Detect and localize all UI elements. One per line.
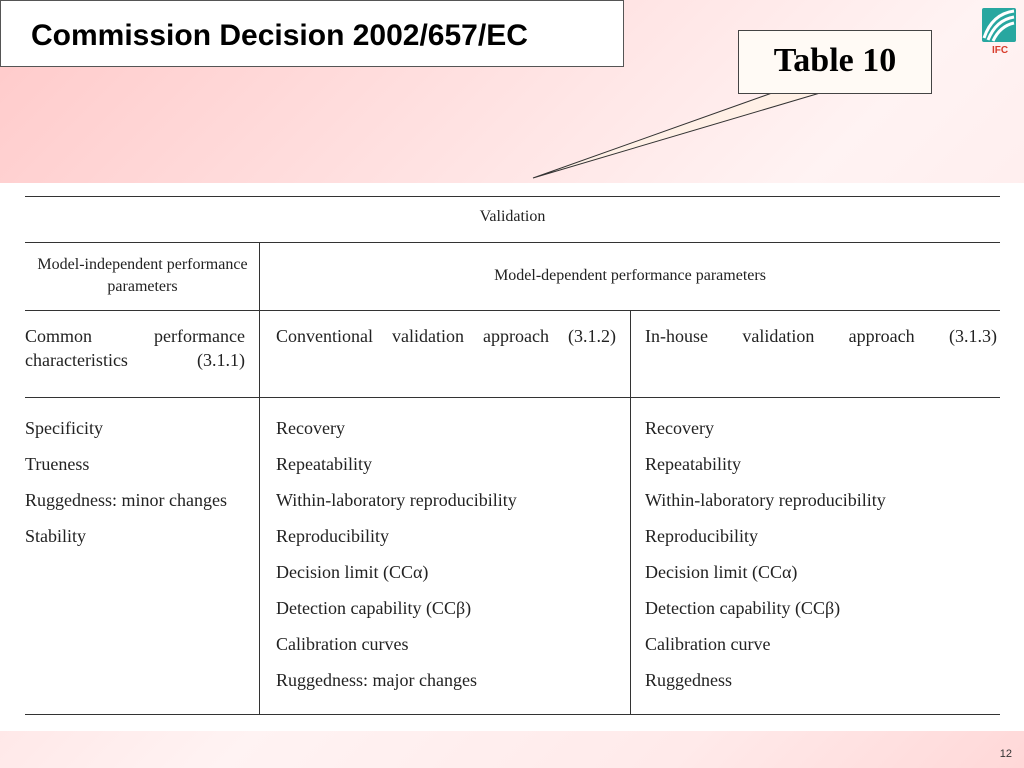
model-independent-header: Model-independent performance parameters — [37, 256, 248, 295]
model-dependent-header: Model-dependent performance parameters — [494, 267, 766, 284]
list-item: Trueness — [25, 454, 90, 474]
list-item: Recovery — [276, 418, 345, 438]
ifc-logo-text: IFC — [991, 45, 1009, 56]
table-callout — [738, 30, 932, 94]
table-column-divider — [630, 310, 631, 715]
list-item: Repeatability — [645, 454, 741, 474]
table-rule-bottom — [25, 714, 1000, 715]
table-callout-label: Table 10 — [773, 42, 897, 79]
list-item: Repeatability — [276, 454, 372, 474]
list-item: Decision limit (CCα) — [276, 562, 429, 582]
validation-header: Validation — [479, 208, 546, 225]
list-item: Detection capability (CCβ) — [645, 598, 841, 618]
ifc-logo — [982, 8, 1018, 64]
col3-list — [645, 416, 995, 704]
list-item: Ruggedness — [645, 670, 732, 690]
list-item: Reproducibility — [276, 526, 389, 546]
table-rule — [25, 310, 1000, 311]
list-item: Specificity — [25, 418, 103, 438]
list-item: Ruggedness: minor changes — [25, 490, 227, 510]
list-item: Within-laboratory reproducibility — [276, 490, 517, 510]
list-item: Stability — [25, 526, 87, 546]
table-rule — [25, 397, 1000, 398]
col2-heading: Conventional validation approach (3.1.2) — [276, 326, 616, 346]
col1-heading: Common performance characteristics (3.1.1) — [25, 326, 245, 370]
list-item: Recovery — [645, 418, 714, 438]
col1-list — [25, 416, 250, 560]
slide-title: Commission Decision 2002/657/EC — [31, 19, 528, 52]
ifc-logo-icon — [982, 8, 1016, 42]
table-rule-top — [25, 196, 1000, 197]
table-rule — [25, 242, 1000, 243]
list-item: Calibration curve — [645, 634, 771, 654]
col3-heading: In-house validation approach (3.1.3) — [645, 326, 997, 346]
list-item: Reproducibility — [645, 526, 758, 546]
table-column-divider — [259, 242, 260, 715]
list-item: Detection capability (CCβ) — [276, 598, 472, 618]
list-item: Calibration curves — [276, 634, 409, 654]
list-item: Ruggedness: major changes — [276, 670, 477, 690]
col2-list — [276, 416, 626, 704]
list-item: Decision limit (CCα) — [645, 562, 798, 582]
list-item: Within-laboratory reproducibility — [645, 490, 886, 510]
page-number: 12 — [999, 748, 1012, 760]
